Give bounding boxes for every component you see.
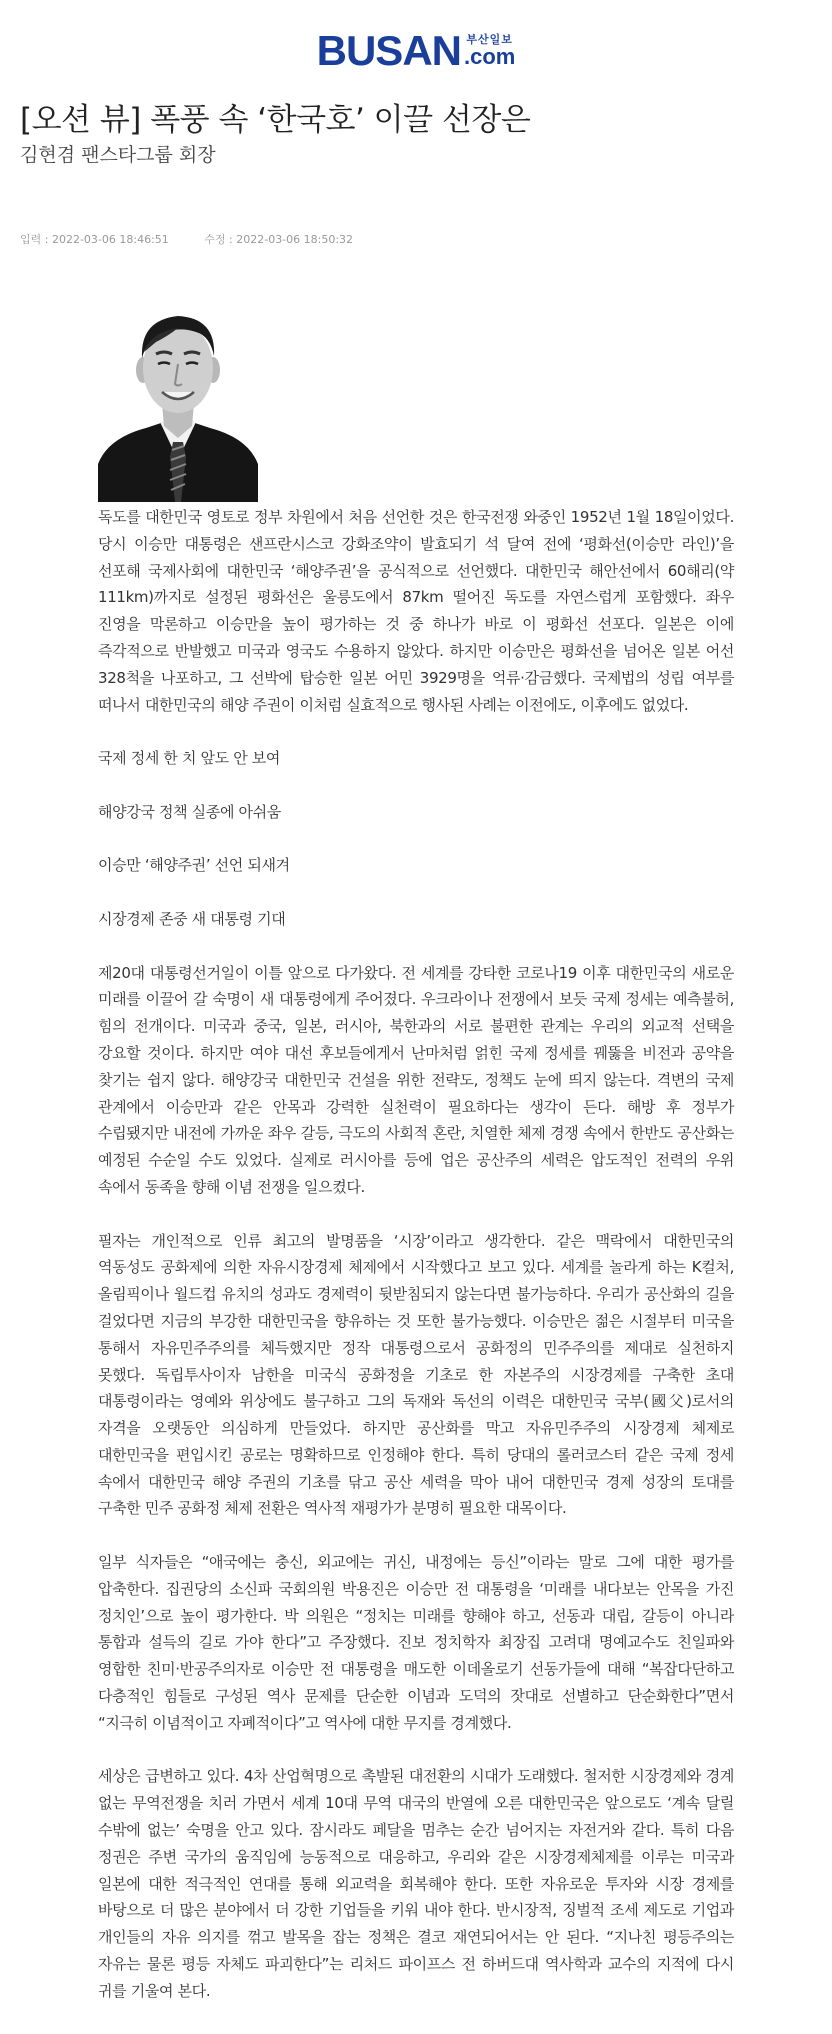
published-date: 입력 : 2022-03-06 18:46:51 (20, 233, 169, 246)
article-body (98, 504, 734, 2005)
article-subheading: 시장경제 존중 새 대통령 기대 (98, 909, 286, 928)
modified-date: 수정 : 2022-03-06 18:50:32 (204, 233, 354, 246)
article-paragraph: 독도를 대한민국 영토로 정부 차원에서 처음 선언한 것은 한국전쟁 와중인 1952년 1월 18일이었다. 당시 이승만 대통령은 샌프란시스코 강화조약이 발효되기 석 달여 전에 ‘평화선(이승만 라인)’을 선포해 국제사회에 대한민국 ‘해양주권’을 공식적으로 선언했다. 대한민국 해안선에서 60해리(약 111km)까지로 설정된 평화선은 울릉도에서 87km 떨어진 독도를 자연스럽게 포함했다. 좌우 진영을 막론하고 이승만을 높이 평가하는 것 중 하나가 바로 이 평화선 선포다. 일본은 이에 즉각적으로 반발했고 미국과 영국도 수용하지 않았다. 하지만 이승만은 평화선을 넘어온 일본 어선 328척을 나포하고, 그 선박에 탑승한 일본 어민 3929명을 억류·감금했다. 국제법의 성립 여부를 떠나서 대한민국의 해양 주권이 이처럼 실효적으로 행사된 사례는 이전에도, 이후에도 없었다. (98, 508, 734, 714)
author-portrait-image (98, 292, 258, 502)
logo-wordmark: BUSAN (316, 27, 461, 74)
site-logo[interactable] (0, 27, 832, 76)
article-meta (20, 231, 367, 247)
author-photo (98, 292, 258, 502)
article-paragraph: 일부 식자들은 “애국에는 충신, 외교에는 귀신, 내정에는 등신”이라는 말로 그에 대한 평가를 압축한다. 집권당의 소신파 국회의원 박용진은 이승만 전 대통령을 ‘미래를 내다보는 안목을 가진 정치인’으로 높이 평가한다. 박 의원은 “정치는 미래를 향해야 하고, 선동과 대립, 갈등이 아니라 통합과 설득의 길로 가야 한다”고 주장했다. 진보 정치학자 최장집 고려대 명예교수도 친일파와 영합한 친미·반공주의자로 이승만 전 대통령을 매도한 이데올로기 선동가들에 대해 “복잡다단하고 다층적인 힘들로 구성된 역사 문제를 단순한 이념과 도덕의 잣대로 선별하고 단순화한다”면서 “지극히 이념적이고 자폐적이다”고 역사에 대한 무지를 경계했다. (98, 1553, 734, 1732)
article-paragraph: 세상은 급변하고 있다. 4차 산업혁명으로 촉발된 대전환의 시대가 도래했다. 철저한 시장경제와 경계 없는 무역전쟁을 치러 가면서 세계 10대 무역 대국의 반열에 오른 대한민국은 앞으로도 ‘계속 달릴 수밖에 없는’ 숙명을 안고 있다. 잠시라도 페달을 멈추는 순간 넘어지는 자전거와 같다. 특히 다음 정권은 주변 국가의 움직임에 능동적으로 대응하고, 우리와 같은 시장경제체제를 이루는 미국과 일본에 대한 적극적인 연대를 통해 외교력을 회복해야 한다. 또한 자유로운 투자와 시장 경제를 바탕으로 더 많은 분야에서 더 강한 기업들을 키워 내야 한다. 반시장적, 징벌적 조세 제도로 기업과 개인들의 자유 의지를 꺾고 발목을 잡는 정책은 결코 재연되어서는 안 된다. “지나친 평등주의는 자유는 물론 평등 자체도 파괴한다”는 리처드 파이프스 전 하버드대 역사학과 교수의 지적에 다시 귀를 기울여 본다. (98, 1767, 734, 2000)
article-title: [오션 뷰] 폭풍 속 ‘한국호’ 이끌 선장은 (20, 102, 531, 138)
article-subheading: 이승만 ‘해양주권’ 선언 되새겨 (98, 856, 290, 875)
logo-korean: 부산일보 (466, 33, 513, 46)
article-subtitle: 김현겸 팬스타그룹 회장 (20, 144, 216, 166)
article-paragraph: 필자는 개인적으로 인류 최고의 발명품을 ‘시장’이라고 생각한다. 같은 맥락에서 대한민국의 역동성도 공화제에 의한 자유시장경제 체제에서 시작했다고 보고 있다. 세계를 놀라게 하는 K컬처, 올림픽이나 월드컵 유치의 성과도 경제력이 뒷받침되지 않는다면 불가능하다. 우리가 공산화의 길을 걸었다면 지금의 부강한 대한민국을 향유하는 것 또한 불가능했다. 이승만은 젊은 시절부터 미국을 통해서 자유민주주의를 체득했지만 정작 대통령으로서 공화정의 민주주의를 제대로 실천하지 못했다. 독립투사이자 남한을 미국식 공화정을 기초로 한 자본주의 시장경제를 구축한 초대 대통령이라는 영예와 위상에도 불구하고 그의 독재와 독선의 이력은 대한민국 국부(國父)로서의 자격을 오랫동안 의심하게 만들었다. 하지만 공산화를 막고 자유민주주의 시장경제 체제로 대한민국을 편입시킨 공로는 명확하므로 인정해야 한다. 특히 당대의 롤러코스터 같은 국제 정세 속에서 대한민국 해양 주권의 기초를 닦고 공산 세력을 막아 내어 대한민국 경제 성장의 토대를 구축한 민주 공화정 체제 전환은 역사적 재평가가 분명히 필요한 대목이다. (98, 1231, 734, 1518)
article-paragraph: 제20대 대통령선거일이 이틀 앞으로 다가왔다. 전 세계를 강타한 코로나19 이후 대한민국의 새로운 미래를 이끌어 갈 숙명이 새 대통령에게 주어졌다. 우크라이나 전쟁에서 보듯 국제 정세는 예측불허, 힘의 전개이다. 미국과 중국, 일본, 러시아, 북한과의 서로 불편한 관계는 우리의 외교적 선택을 강요할 것이다. 하지만 여야 대선 후보들에게서 난마처럼 얽힌 국제 정세를 꿰뚫을 비전과 공약을 찾기는 쉽지 않다. 해양강국 대한민국 건설을 위한 전략도, 정책도 눈에 띄지 않는다. 격변의 국제 관계에서 이승만과 같은 안목과 강력한 실천력이 필요하다는 생각이 든다. 해방 후 정부가 수립됐지만 내전에 가까운 좌우 갈등, 극도의 사회적 혼란, 치열한 체제 경쟁 속에서 한반도 공산화는 예정된 수순일 수도 있었다. 실제로 러시아를 등에 업은 공산주의 세력은 압도적인 전력의 우위 속에서 동족을 향해 이념 전쟁을 일으켰다. (98, 963, 734, 1196)
article-subheading: 해양강국 정책 실종에 아쉬움 (98, 802, 281, 821)
article-subheading: 국제 정세 한 치 앞도 안 보여 (98, 749, 281, 768)
logo-com: .com (463, 44, 516, 69)
